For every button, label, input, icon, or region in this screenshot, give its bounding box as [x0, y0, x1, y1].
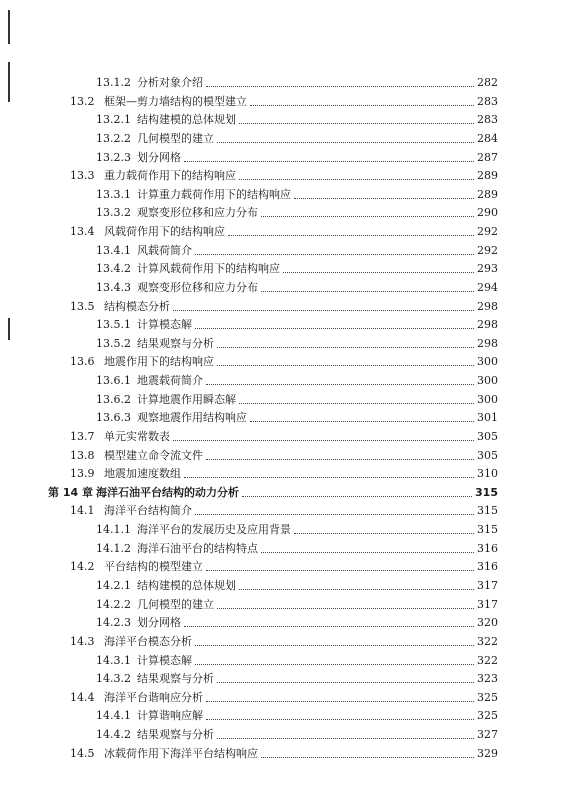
- toc-dot-leader: [184, 477, 474, 478]
- toc-dot-leader: [250, 105, 474, 106]
- toc-entry-page: 289: [475, 186, 498, 204]
- toc-dot-leader: [261, 216, 474, 217]
- toc-subsection-row[interactable]: [0, 242, 571, 260]
- toc-entry-page: 284: [475, 130, 498, 148]
- toc-entry-title: 划分网格: [137, 149, 183, 167]
- toc-entry-number: 14.4.1: [96, 709, 131, 723]
- toc-entry-title: 计算风载荷作用下的结构响应: [137, 260, 282, 278]
- toc-chapter-row[interactable]: [0, 484, 571, 502]
- toc-section-row[interactable]: [0, 465, 571, 483]
- toc-subsection-row[interactable]: [0, 577, 571, 595]
- toc-entry-title: 冰载荷作用下海洋平台结构响应: [104, 745, 260, 763]
- toc-entry-title: 海洋平台谐响应分析: [104, 689, 205, 707]
- toc-dot-leader: [228, 235, 474, 236]
- toc-dot-leader: [261, 552, 474, 553]
- toc-entry-number: 14.1.1: [96, 523, 131, 537]
- toc-dot-leader: [195, 664, 474, 665]
- toc-dot-leader: [239, 123, 474, 124]
- toc-entry-title: 分析对象介绍: [137, 74, 205, 92]
- toc-entry-page: 315: [475, 521, 498, 539]
- toc-subsection-row[interactable]: [0, 130, 571, 148]
- toc-entry-number: 13.9: [70, 467, 95, 481]
- toc-entry-page: 290: [475, 204, 498, 222]
- toc-section-row[interactable]: [0, 689, 571, 707]
- toc-entry-number: 13.6.1: [96, 374, 131, 388]
- toc-subsection-row[interactable]: [0, 409, 571, 427]
- toc-entry-title: 结果观察与分析: [137, 335, 216, 353]
- toc-section-row[interactable]: [0, 353, 571, 371]
- toc-entry-page: 300: [475, 391, 498, 409]
- toc-entry-page: 298: [475, 298, 498, 316]
- toc-entry-title: 观察地震作用结构响应: [137, 409, 249, 427]
- toc-subsection-row[interactable]: [0, 670, 571, 688]
- toc-entry-page: 320: [475, 614, 498, 632]
- toc-subsection-row[interactable]: [0, 391, 571, 409]
- toc-entry-title: 海洋平台的发展历史及应用背景: [137, 521, 293, 539]
- toc-entry-page: 298: [475, 316, 498, 334]
- toc-entry-number: 14.3: [70, 634, 95, 648]
- toc-section-row[interactable]: [0, 428, 571, 446]
- toc-entry-page: 329: [475, 745, 498, 763]
- toc-entry-page: 325: [475, 689, 498, 707]
- toc-dot-leader: [239, 403, 474, 404]
- toc-entry-title: 海洋平台结构简介: [104, 502, 194, 520]
- toc-entry-page: 305: [475, 428, 498, 446]
- toc-entry-page: 282: [475, 74, 498, 92]
- toc-dot-leader: [239, 179, 474, 180]
- toc-subsection-row[interactable]: [0, 186, 571, 204]
- toc-entry-page: 310: [475, 465, 498, 483]
- toc-entry-page: 292: [475, 242, 498, 260]
- toc-subsection-row[interactable]: [0, 260, 571, 278]
- toc-entry-title: 计算模态解: [137, 316, 194, 334]
- toc-dot-leader: [206, 701, 474, 702]
- toc-entry-title: 观察变形位移和应力分布: [137, 279, 260, 297]
- toc-entry-number: 14.2.1: [96, 579, 131, 592]
- toc-entry-title: 海洋平台模态分析: [104, 633, 194, 651]
- toc-entry-number: 14.3.2: [96, 672, 131, 686]
- toc-entry-title: 结构建模的总体规划: [137, 111, 238, 129]
- toc-subsection-row[interactable]: [0, 316, 571, 334]
- toc-section-row[interactable]: [0, 298, 571, 316]
- toc-dot-leader: [217, 682, 474, 683]
- toc-entry-number: 13.8: [70, 448, 95, 462]
- toc-entry-number: 13.4.2: [96, 262, 131, 276]
- toc-entry-title: 几何模型的建立: [137, 130, 216, 148]
- toc-subsection-row[interactable]: [0, 521, 571, 539]
- toc-entry-number: 14.1: [70, 504, 95, 518]
- toc-dot-leader: [184, 161, 474, 162]
- scan-margin-mark-top: [8, 10, 10, 44]
- toc-subsection-row[interactable]: [0, 204, 571, 222]
- toc-dot-leader: [283, 272, 474, 273]
- toc-entry-page: 323: [475, 670, 498, 688]
- toc-entry-number: 13.5.1: [96, 318, 131, 332]
- toc-entry-page: 298: [475, 335, 498, 353]
- toc-entry-page: 283: [475, 111, 498, 129]
- toc-subsection-row[interactable]: [0, 614, 571, 632]
- toc-entry-page: 322: [475, 652, 498, 670]
- toc-entry-title: 重力载荷作用下的结构响应: [104, 167, 238, 185]
- toc-dot-leader: [173, 440, 474, 441]
- toc-dot-leader: [217, 347, 474, 348]
- toc-entry-number: 第 14 章: [48, 485, 93, 499]
- toc-entry-page: 301: [475, 409, 498, 427]
- toc-entry-page: 317: [475, 596, 498, 614]
- toc-entry-page: 305: [475, 447, 498, 465]
- toc-entry-title: 划分网格: [137, 614, 183, 632]
- toc-entry-page: 289: [475, 167, 498, 185]
- toc-dot-leader: [242, 496, 472, 497]
- toc-entry-title: 海洋石油平台的结构特点: [137, 540, 260, 558]
- toc-dot-leader: [261, 757, 474, 758]
- toc-entry-title: 平台结构的模型建立: [104, 558, 205, 576]
- toc-entry-page: 325: [475, 707, 498, 725]
- toc-entry-number: 13.5: [70, 299, 95, 313]
- toc-subsection-row[interactable]: [0, 149, 571, 167]
- toc-entry-title: 计算模态解: [137, 652, 194, 670]
- toc-subsection-row[interactable]: [0, 652, 571, 670]
- toc-dot-leader: [217, 365, 474, 366]
- toc-entry-page: 322: [475, 633, 498, 651]
- toc-entry-number: 13.1.2: [96, 76, 131, 89]
- toc-subsection-row[interactable]: [0, 707, 571, 725]
- toc-entry-title: 风载荷简介: [137, 242, 194, 260]
- toc-subsection-row[interactable]: [0, 335, 571, 353]
- toc-entry-number: 14.4.2: [96, 728, 131, 742]
- toc-entry-page: 293: [475, 260, 498, 278]
- toc-dot-leader: [261, 291, 474, 292]
- toc-dot-leader: [217, 142, 474, 143]
- toc-subsection-row[interactable]: [0, 540, 571, 558]
- toc-subsection-row[interactable]: [0, 726, 571, 744]
- toc-dot-leader: [195, 254, 474, 255]
- toc-entry-title: 计算地震作用瞬态解: [137, 391, 238, 409]
- toc-section-row[interactable]: [0, 223, 571, 241]
- toc-dot-leader: [195, 328, 474, 329]
- toc-subsection-row[interactable]: [0, 279, 571, 297]
- toc-entry-page: 294: [475, 279, 498, 297]
- toc-entry-number: 13.3: [70, 169, 95, 183]
- toc-entry-number: 14.2.2: [96, 597, 131, 611]
- toc-subsection-row[interactable]: [0, 74, 571, 92]
- toc-section-row[interactable]: [0, 167, 571, 185]
- toc-entry-title: 结构模态分析: [104, 298, 172, 316]
- toc-entry-title: 地震加速度数组: [104, 465, 183, 483]
- toc-entry-number: 13.2.1: [96, 113, 131, 127]
- toc-entry-page: 327: [475, 726, 498, 744]
- toc-entry-page: 315: [475, 502, 498, 520]
- toc-entry-number: 13.6: [70, 355, 95, 369]
- toc-entry-number: 13.4: [70, 225, 95, 239]
- toc-entry-number: 14.2: [70, 560, 95, 574]
- toc-entry-title: 风载荷作用下的结构响应: [104, 223, 227, 241]
- toc-dot-leader: [206, 384, 474, 385]
- toc-entry-title: 海洋石油平台结构的动力分析: [96, 484, 241, 502]
- toc-entry-number: 13.4.3: [96, 280, 131, 294]
- toc-entry-number: 13.2.2: [96, 131, 131, 145]
- toc-dot-leader: [195, 645, 474, 646]
- toc-entry-number: 13.6.2: [96, 392, 131, 406]
- toc-entry-title: 结构建模的总体规划: [137, 577, 238, 595]
- toc-entry-number: 13.3.1: [96, 187, 131, 201]
- toc-section-row[interactable]: [0, 745, 571, 763]
- toc-entry-page: 283: [475, 93, 498, 111]
- toc-entry-number: 13.5.2: [96, 336, 131, 350]
- toc-dot-leader: [206, 719, 474, 720]
- toc-entry-title: 地震载荷简介: [137, 372, 205, 390]
- toc-entry-page: 317: [475, 577, 498, 595]
- toc-entry-title: 计算重力载荷作用下的结构响应: [137, 186, 293, 204]
- toc-entry-page: 316: [475, 558, 498, 576]
- toc-entry-number: 13.3.2: [96, 206, 131, 220]
- toc-entry-page: 292: [475, 223, 498, 241]
- toc-entry-title: 单元实常数表: [104, 428, 172, 446]
- toc-section-row[interactable]: [0, 558, 571, 576]
- toc-entry-title: 结果观察与分析: [137, 726, 216, 744]
- toc-entry-title: 框架—剪力墙结构的模型建立: [104, 93, 249, 111]
- toc-entry-page: 300: [475, 372, 498, 390]
- toc-subsection-row[interactable]: [0, 372, 571, 390]
- toc-subsection-row[interactable]: [0, 111, 571, 129]
- toc-dot-leader: [184, 626, 474, 627]
- toc-dot-leader: [217, 608, 474, 609]
- toc-dot-leader: [206, 570, 474, 571]
- toc-dot-leader: [250, 421, 474, 422]
- toc-entry-title: 模型建立命令流文件: [104, 447, 205, 465]
- toc-dot-leader: [239, 589, 474, 590]
- toc-section-row[interactable]: [0, 633, 571, 651]
- toc-entry-number: 13.2.3: [96, 150, 131, 164]
- toc-entry-number: 13.4.1: [96, 243, 131, 257]
- toc-section-row[interactable]: [0, 447, 571, 465]
- toc-entry-page: 300: [475, 353, 498, 371]
- toc-entry-title: 观察变形位移和应力分布: [137, 204, 260, 222]
- toc-entry-number: 14.5: [70, 746, 95, 760]
- toc-entry-title: 几何模型的建立: [137, 596, 216, 614]
- toc-entry-page: 287: [475, 149, 498, 167]
- toc-entry-number: 14.1.2: [96, 541, 131, 555]
- toc-dot-leader: [294, 198, 474, 199]
- toc-dot-leader: [294, 533, 474, 534]
- toc-entry-title: 地震作用下的结构响应: [104, 353, 216, 371]
- toc-entry-page: 316: [475, 540, 498, 558]
- toc-dot-leader: [173, 310, 474, 311]
- toc-dot-leader: [206, 86, 474, 87]
- toc-subsection-row[interactable]: [0, 596, 571, 614]
- toc-entry-number: 13.6.3: [96, 411, 131, 425]
- toc-section-row[interactable]: [0, 502, 571, 520]
- toc-entry-number: 13.2: [70, 94, 95, 108]
- toc-entry-number: 14.2.3: [96, 616, 131, 630]
- toc-dot-leader: [195, 514, 474, 515]
- toc-dot-leader: [206, 459, 474, 460]
- toc-entry-number: 14.4: [70, 690, 95, 704]
- toc-entry-number: 13.7: [70, 429, 95, 443]
- toc-entry-title: 计算谐响应解: [137, 707, 205, 725]
- toc-entry-page: 315: [473, 484, 498, 502]
- toc-dot-leader: [217, 738, 474, 739]
- toc-section-row[interactable]: [0, 93, 571, 111]
- toc-entry-title: 结果观察与分析: [137, 670, 216, 688]
- toc-entry-number: 14.3.1: [96, 653, 131, 667]
